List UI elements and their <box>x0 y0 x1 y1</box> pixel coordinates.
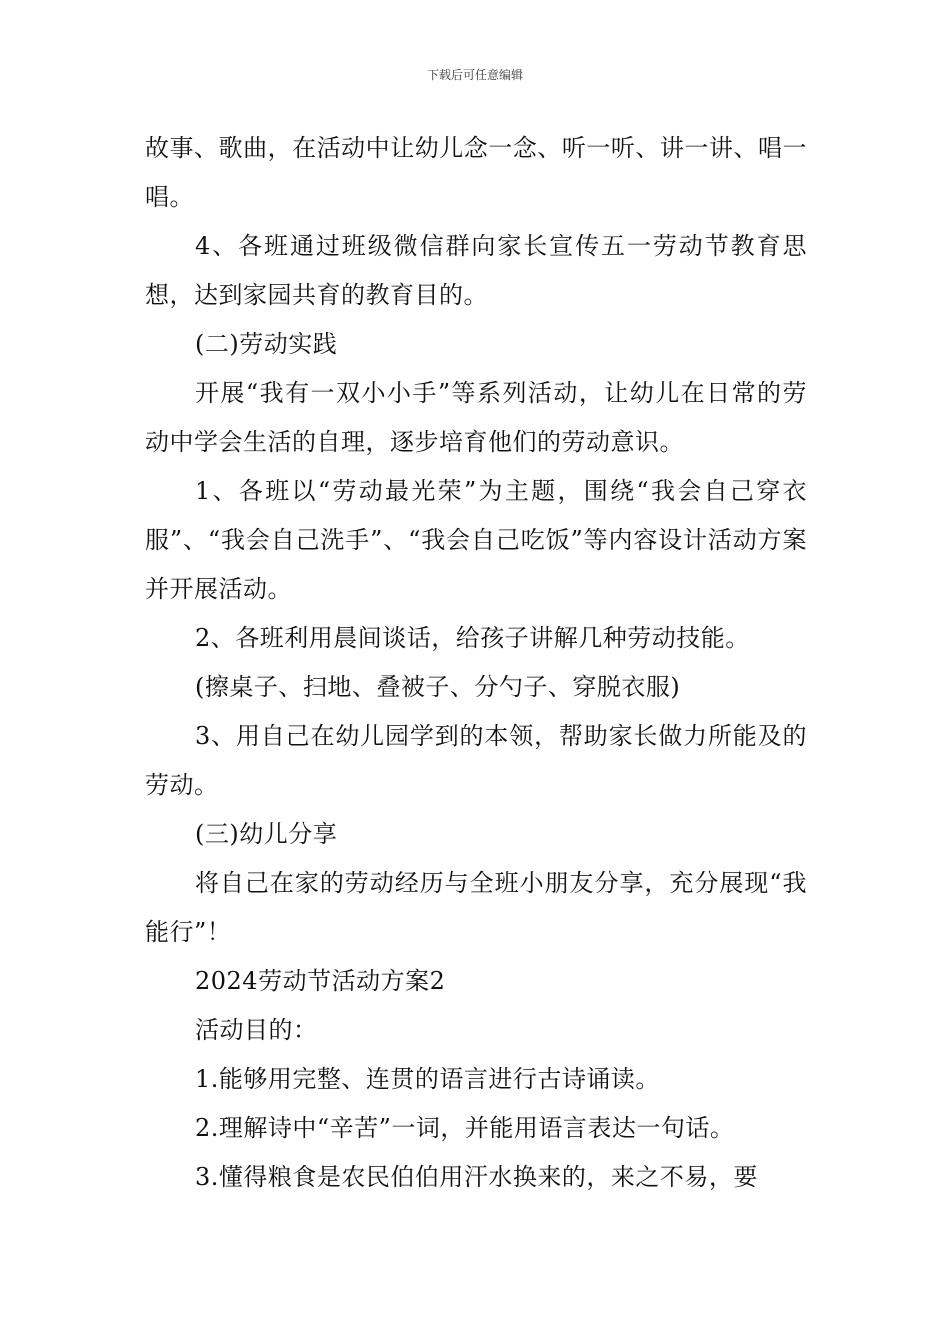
paragraph: 4、各班通过班级微信群向家长宣传五一劳动节教育思想，达到家园共育的教育目的。 <box>145 232 807 309</box>
page-header-note: 下载后可任意编辑 <box>426 68 523 82</box>
paragraph: 2、各班利用晨间谈话，给孩子讲解几种劳动技能。 <box>195 624 750 652</box>
section-heading: (二)劳动实践 <box>195 330 338 358</box>
list-item: 2.理解诗中“辛苦”一词，并能用语言表达一句话。 <box>195 1114 735 1142</box>
list-item: 3.懂得粮食是农民伯伯用汗水换来的，来之不易，要 <box>195 1163 758 1191</box>
paragraph: 3、用自己在幼儿园学到的本领，帮助家长做力所能及的劳动。 <box>145 722 807 799</box>
paragraph: 将自己在家的劳动经历与全班小朋友分享，充分展现“我能行”！ <box>145 869 807 946</box>
document-body <box>145 124 807 1202</box>
paragraph: 1、各班以“劳动最光荣”为主题，围绕“我会自己穿衣服”、“我会自己洗手”、“我会自己吃饭”等内容设计活动方案并开展活动。 <box>145 477 807 603</box>
paragraph: 故事、歌曲，在活动中让幼儿念一念、听一听、讲一讲、唱一唱。 <box>145 134 807 211</box>
section-heading: 活动目的： <box>195 1016 318 1044</box>
list-item: 1.能够用完整、连贯的语言进行古诗诵读。 <box>195 1065 660 1093</box>
paragraph: 开展“我有一双小小手”等系列活动，让幼儿在日常的劳动中学会生活的自理，逐步培育他们的劳动意识。 <box>145 379 807 456</box>
section-heading: (三)幼儿分享 <box>195 820 338 848</box>
paragraph: (擦桌子、扫地、叠被子、分勺子、穿脱衣服) <box>195 673 681 701</box>
document-title: 2024劳动节活动方案2 <box>195 967 446 995</box>
